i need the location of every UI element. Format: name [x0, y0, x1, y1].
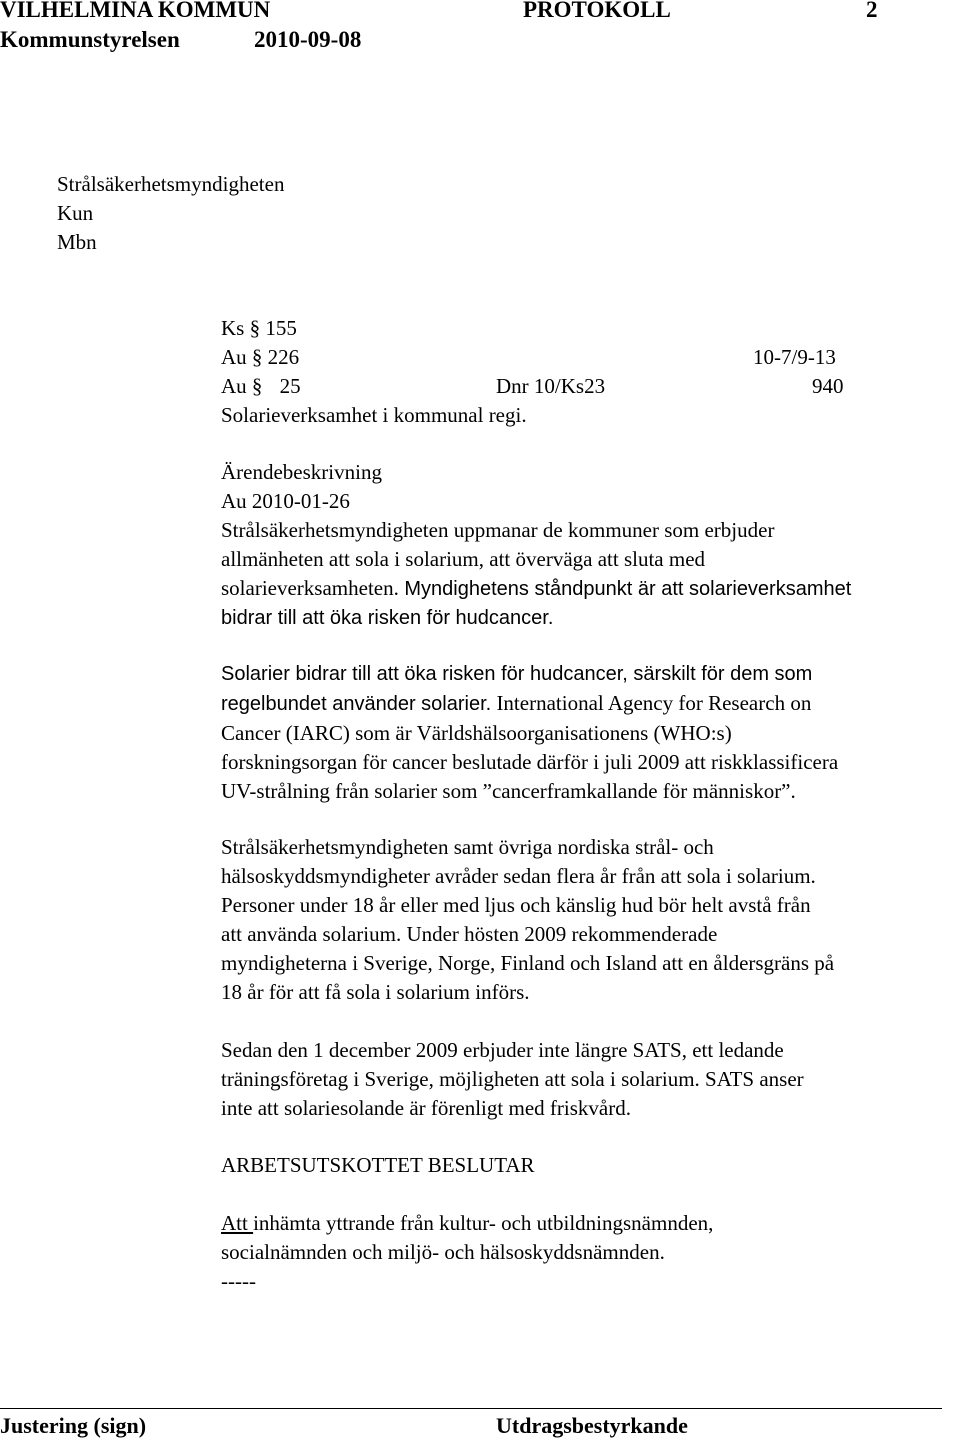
text-line: socialnämnden och miljö- och hälsoskyddsnämnden.	[221, 1240, 665, 1264]
text-line	[221, 1209, 957, 1238]
text-line: Strålsäkerhetsmyndigheten uppmanar de kommuner som erbjuder	[221, 518, 775, 542]
section-sign: §	[249, 316, 261, 340]
page-number: 2	[866, 0, 878, 22]
ref-label: Ks	[221, 316, 245, 340]
footer-justering: Justering (sign)	[0, 1413, 147, 1438]
subject-title: Solarieverksamhet i kommunal regi.	[221, 403, 527, 427]
text-line: träningsföretag i Sverige, möjligheten att sola i solarium. SATS anser	[221, 1067, 804, 1091]
paragraph	[221, 1036, 957, 1123]
doc-type: PROTOKOLL	[523, 0, 671, 22]
ref-au-2	[221, 372, 301, 401]
ref-label: Au	[221, 374, 247, 398]
text-line: bidrar till att öka risken för hudcancer.	[221, 607, 554, 629]
committee-name: Kommunstyrelsen	[0, 27, 180, 52]
org-name: VILHELMINA KOMMUN	[0, 0, 271, 22]
text-line: hälsoskyddsmyndigheter avråder sedan flera år från att sola i solarium.	[221, 864, 816, 888]
distribution-item: Strålsäkerhetsmyndigheten	[57, 172, 285, 196]
text-line: 18 år för att få sola i solarium införs.	[221, 980, 530, 1004]
meeting-date: 2010-09-08	[254, 27, 362, 52]
ref-number: 25	[279, 374, 301, 398]
text-line: Sedan den 1 december 2009 erbjuder inte längre SATS, ett ledande	[221, 1038, 784, 1062]
decision-section	[221, 1209, 957, 1296]
paragraph	[221, 660, 957, 806]
end-marker: -----	[221, 1269, 256, 1293]
text-line: Au 2010-01-26	[221, 489, 350, 513]
ref-code: 940	[812, 374, 844, 398]
ref-number: 226	[267, 345, 300, 369]
distribution-item: Kun	[57, 201, 94, 225]
text-line: att använda solarium. Under hösten 2009 rekommenderade	[221, 922, 718, 946]
ref-au-1	[221, 343, 299, 372]
section-sign: §	[251, 345, 263, 369]
footer-utdrag: Utdragsbestyrkande	[496, 1413, 688, 1438]
text-line: Strålsäkerhetsmyndigheten samt övriga nordiska strål- och	[221, 835, 714, 859]
ref-ks	[221, 314, 297, 343]
text-line	[221, 574, 957, 604]
dnr: Dnr 10/Ks23	[496, 374, 606, 398]
text-line: forskningsorgan för cancer beslutade därför i juli 2009 att riskklassificera	[221, 750, 839, 774]
text-line	[221, 689, 957, 719]
distribution-item: Mbn	[57, 230, 97, 254]
description-section	[221, 458, 957, 633]
text-line: Cancer (IARC) som är Världshälsoorganisationens (WHO:s)	[221, 721, 732, 745]
att-keyword: Att	[221, 1211, 254, 1235]
section-heading: Ärendebeskrivning	[221, 460, 382, 484]
text-fragment: solarieverksamheten.	[221, 576, 399, 600]
text-fragment: International Agency for Research on	[491, 691, 812, 715]
text-line: UV-strålning från solarier som ”cancerframkallande för människor”.	[221, 779, 796, 803]
paragraph	[221, 833, 957, 1007]
text-line: allmänheten att sola i solarium, att överväga att sluta med	[221, 547, 706, 571]
ref-label: Au	[221, 345, 247, 369]
text-line: Personer under 18 år eller med ljus och känslig hud bör helt avstå från	[221, 893, 811, 917]
section-sign: §	[251, 374, 263, 398]
text-fragment: Myndighetens ståndpunkt är att solarieverksamhet	[398, 578, 852, 600]
text-line: Solarier bidrar till att öka risken för hudcancer, särskilt för dem som	[221, 663, 813, 685]
text-fragment: inhämta yttrande från kultur- och utbildningsnämnden,	[253, 1211, 714, 1235]
text-line: myndigheterna i Sverige, Norge, Finland och Island att en åldersgräns på	[221, 951, 835, 975]
text-line: inte att solariesolande är förenligt med friskvård.	[221, 1096, 631, 1120]
decision-heading: ARBETSUTSKOTTET BESLUTAR	[221, 1153, 535, 1177]
footer-divider	[0, 1408, 942, 1409]
text-fragment: regelbundet använder solarier.	[221, 693, 492, 715]
ref-number: 155	[265, 316, 297, 340]
ref-code: 10-7/9-13	[753, 345, 836, 369]
